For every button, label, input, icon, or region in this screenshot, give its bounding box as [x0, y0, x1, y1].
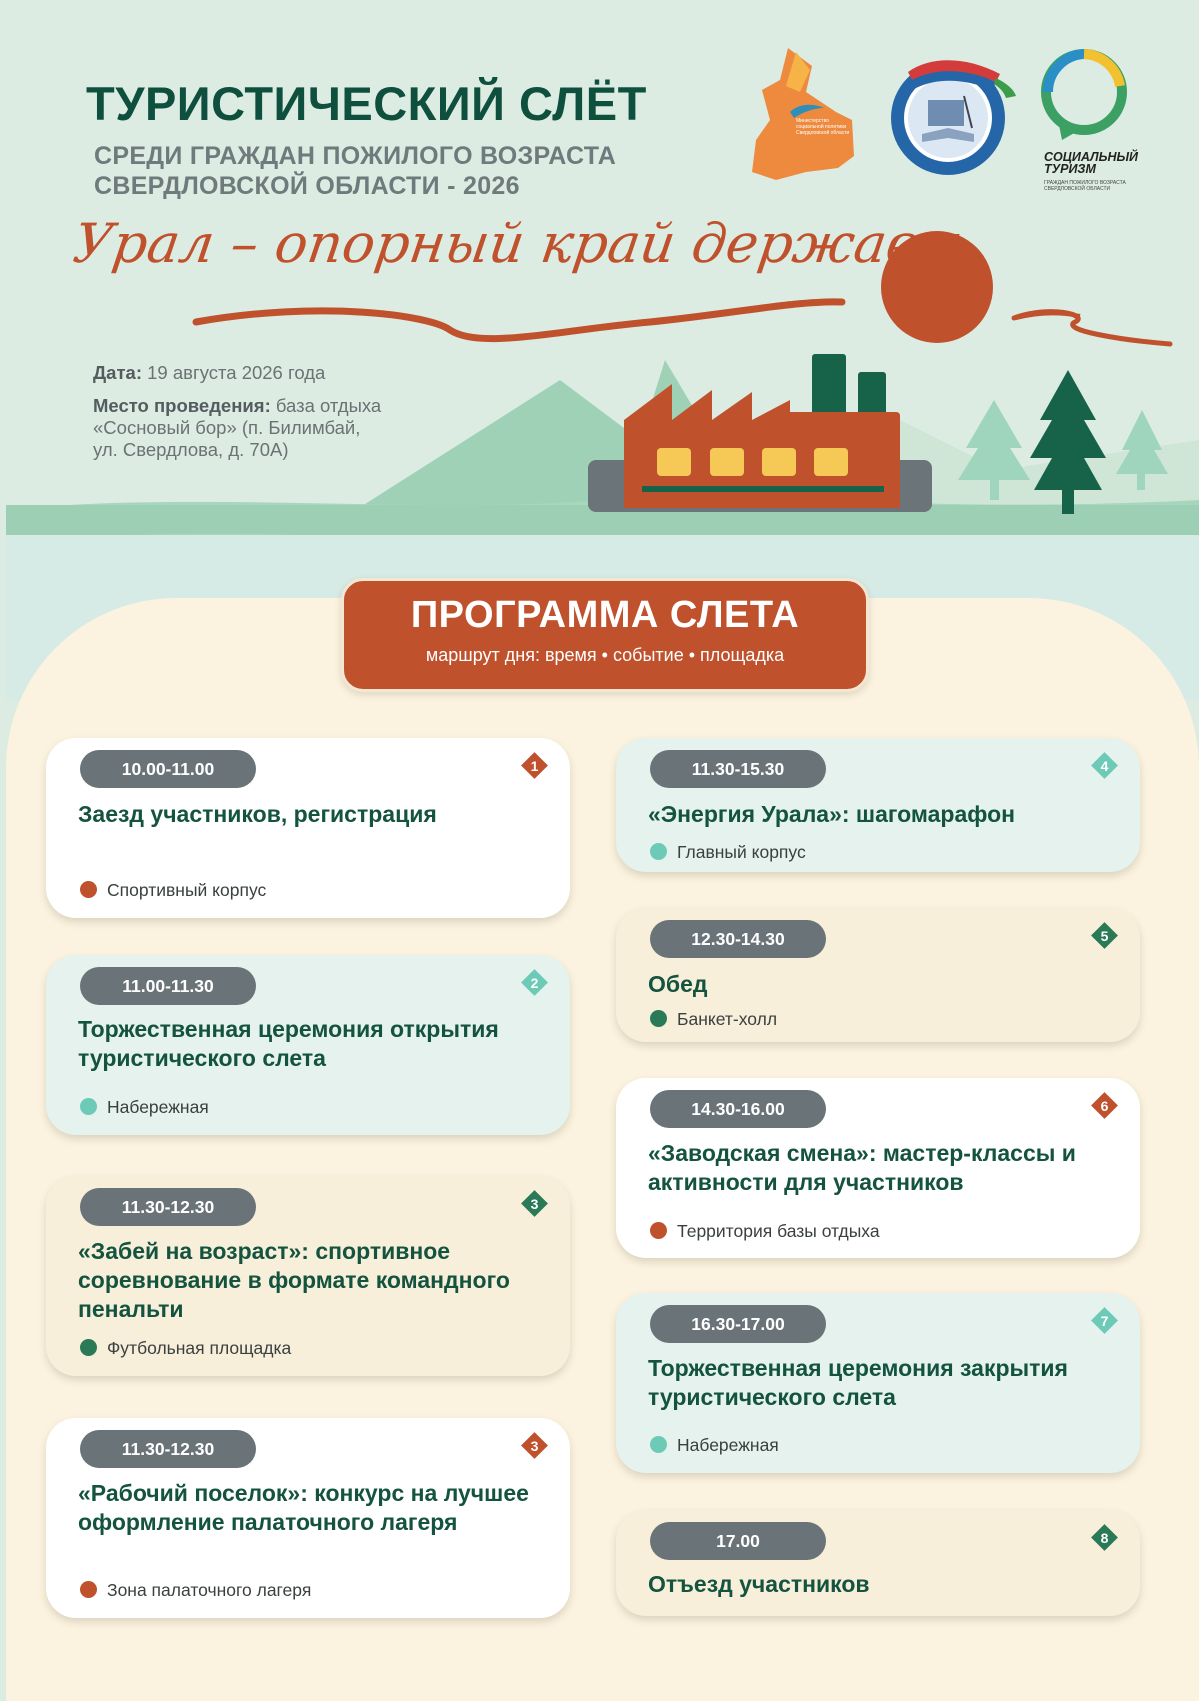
event-card[interactable]	[616, 1078, 1140, 1258]
time-pill: 11.00-11.30	[80, 967, 256, 1005]
event-place	[80, 1338, 291, 1359]
subtitle-line-1: СРЕДИ ГРАЖДАН ПОЖИЛОГО ВОЗРАСТА	[94, 142, 617, 170]
program-title: ПРОГРАММА СЛЕТА	[410, 594, 800, 636]
event-title: Торжественная церемония открытия туристического слета	[78, 1016, 499, 1071]
event-card[interactable]	[616, 908, 1140, 1042]
event-place-label: Спортивный корпус	[107, 880, 267, 900]
event-place-label: Набережная	[107, 1097, 209, 1117]
event-place-label: Набережная	[677, 1435, 779, 1455]
event-card[interactable]	[46, 1418, 570, 1618]
time-pill: 11.30-12.30	[80, 1188, 256, 1226]
event-place-label: Футбольная площадка	[107, 1338, 292, 1358]
event-number: 3	[530, 1438, 539, 1454]
date-info	[93, 362, 325, 384]
event-place-label: Зона палаточного лагеря	[107, 1580, 312, 1600]
event-title: «Рабочий поселок»: конкурс на лучшее оформление палаточного лагеря	[78, 1480, 529, 1535]
place-value-1: база отдыха	[270, 395, 382, 416]
event-number: 2	[530, 975, 539, 991]
place-dot-icon	[650, 1010, 667, 1027]
event-place-label: Банкет-холл	[677, 1009, 778, 1029]
event-title: Отъезд участников	[648, 1571, 870, 1597]
time-pill: 11.30-12.30	[80, 1430, 256, 1468]
event-number: 7	[1100, 1313, 1109, 1329]
event-number: 6	[1100, 1098, 1109, 1114]
time-pill: 12.30-14.30	[650, 920, 826, 958]
event-place	[80, 1580, 311, 1601]
time-pill: 14.30-16.00	[650, 1090, 826, 1128]
place-value-2: «Сосновый бор» (п. Билимбай,	[93, 417, 361, 438]
time-pill: 16.30-17.00	[650, 1305, 826, 1343]
place-dot-icon	[650, 1436, 667, 1453]
event-number: 1	[530, 758, 539, 774]
place-dot-icon	[80, 881, 97, 898]
time-pill: 10.00-11.00	[80, 750, 256, 788]
event-title: «Энергия Урала»: шагомарафон	[648, 801, 1016, 827]
time-pill: 11.30-15.30	[650, 750, 826, 788]
event-card[interactable]	[46, 955, 570, 1135]
time-pill: 17.00	[650, 1522, 826, 1560]
place-dot-icon	[80, 1098, 97, 1115]
event-card[interactable]	[616, 1510, 1140, 1616]
place-value-3: ул. Свердлова, д. 70А)	[93, 439, 289, 460]
event-number: 4	[1100, 758, 1109, 774]
event-title: Заезд участников, регистрация	[78, 801, 437, 827]
social-tourism-subtitle: ГРАЖДАН ПОЖИЛОГО ВОЗРАСТА СВЕРДЛОВСКОЙ ОБЛАСТИ	[1044, 180, 1126, 192]
event-title: Обед	[648, 971, 708, 997]
place-dot-icon	[80, 1339, 97, 1356]
ministry-logo-text: Министерство социальной политики Свердловской области	[796, 118, 850, 136]
event-card[interactable]	[616, 1293, 1140, 1473]
event-place	[650, 1221, 880, 1242]
event-card[interactable]	[46, 738, 570, 918]
event-place	[650, 1009, 777, 1030]
program-banner	[341, 578, 869, 692]
event-title: Торжественная церемония закрытия туристического слета	[648, 1355, 1068, 1410]
event-card[interactable]	[46, 1176, 570, 1376]
page-title: ТУРИСТИЧЕСКИЙ СЛЁТ	[86, 77, 647, 130]
event-place-label: Территория базы отдыха	[677, 1221, 880, 1241]
subtitle-line-2: СВЕРДЛОВСКОЙ ОБЛАСТИ - 2026	[94, 172, 520, 200]
place-label: Место проведения:	[93, 395, 271, 416]
event-title: «Забей на возраст»: спортивное соревнование в формате командного пенальти	[78, 1238, 510, 1322]
social-tourism-title: СОЦИАЛЬНЫЙ ТУРИЗМ	[1044, 150, 1138, 176]
program-subtitle: маршрут дня: время • событие • площадка	[425, 645, 785, 665]
place-dot-icon	[650, 1222, 667, 1239]
event-place-label: Главный корпус	[677, 842, 806, 862]
place-dot-icon	[650, 843, 667, 860]
event-number: 5	[1100, 928, 1109, 944]
date-value: 19 августа 2026 года	[141, 362, 326, 383]
place-info	[93, 395, 381, 461]
event-number: 8	[1100, 1530, 1109, 1546]
event-place	[80, 880, 266, 901]
date-label: Дата:	[93, 362, 142, 383]
place-dot-icon	[80, 1581, 97, 1598]
event-title: «Заводская смена»: мастер-классы и активности для участников	[648, 1140, 1076, 1195]
event-number: 3	[530, 1196, 539, 1212]
slogan: Урал – опорный край державы	[69, 212, 967, 275]
event-place	[650, 842, 806, 863]
event-place	[650, 1435, 779, 1456]
event-card[interactable]	[616, 738, 1140, 872]
event-place	[80, 1097, 209, 1118]
